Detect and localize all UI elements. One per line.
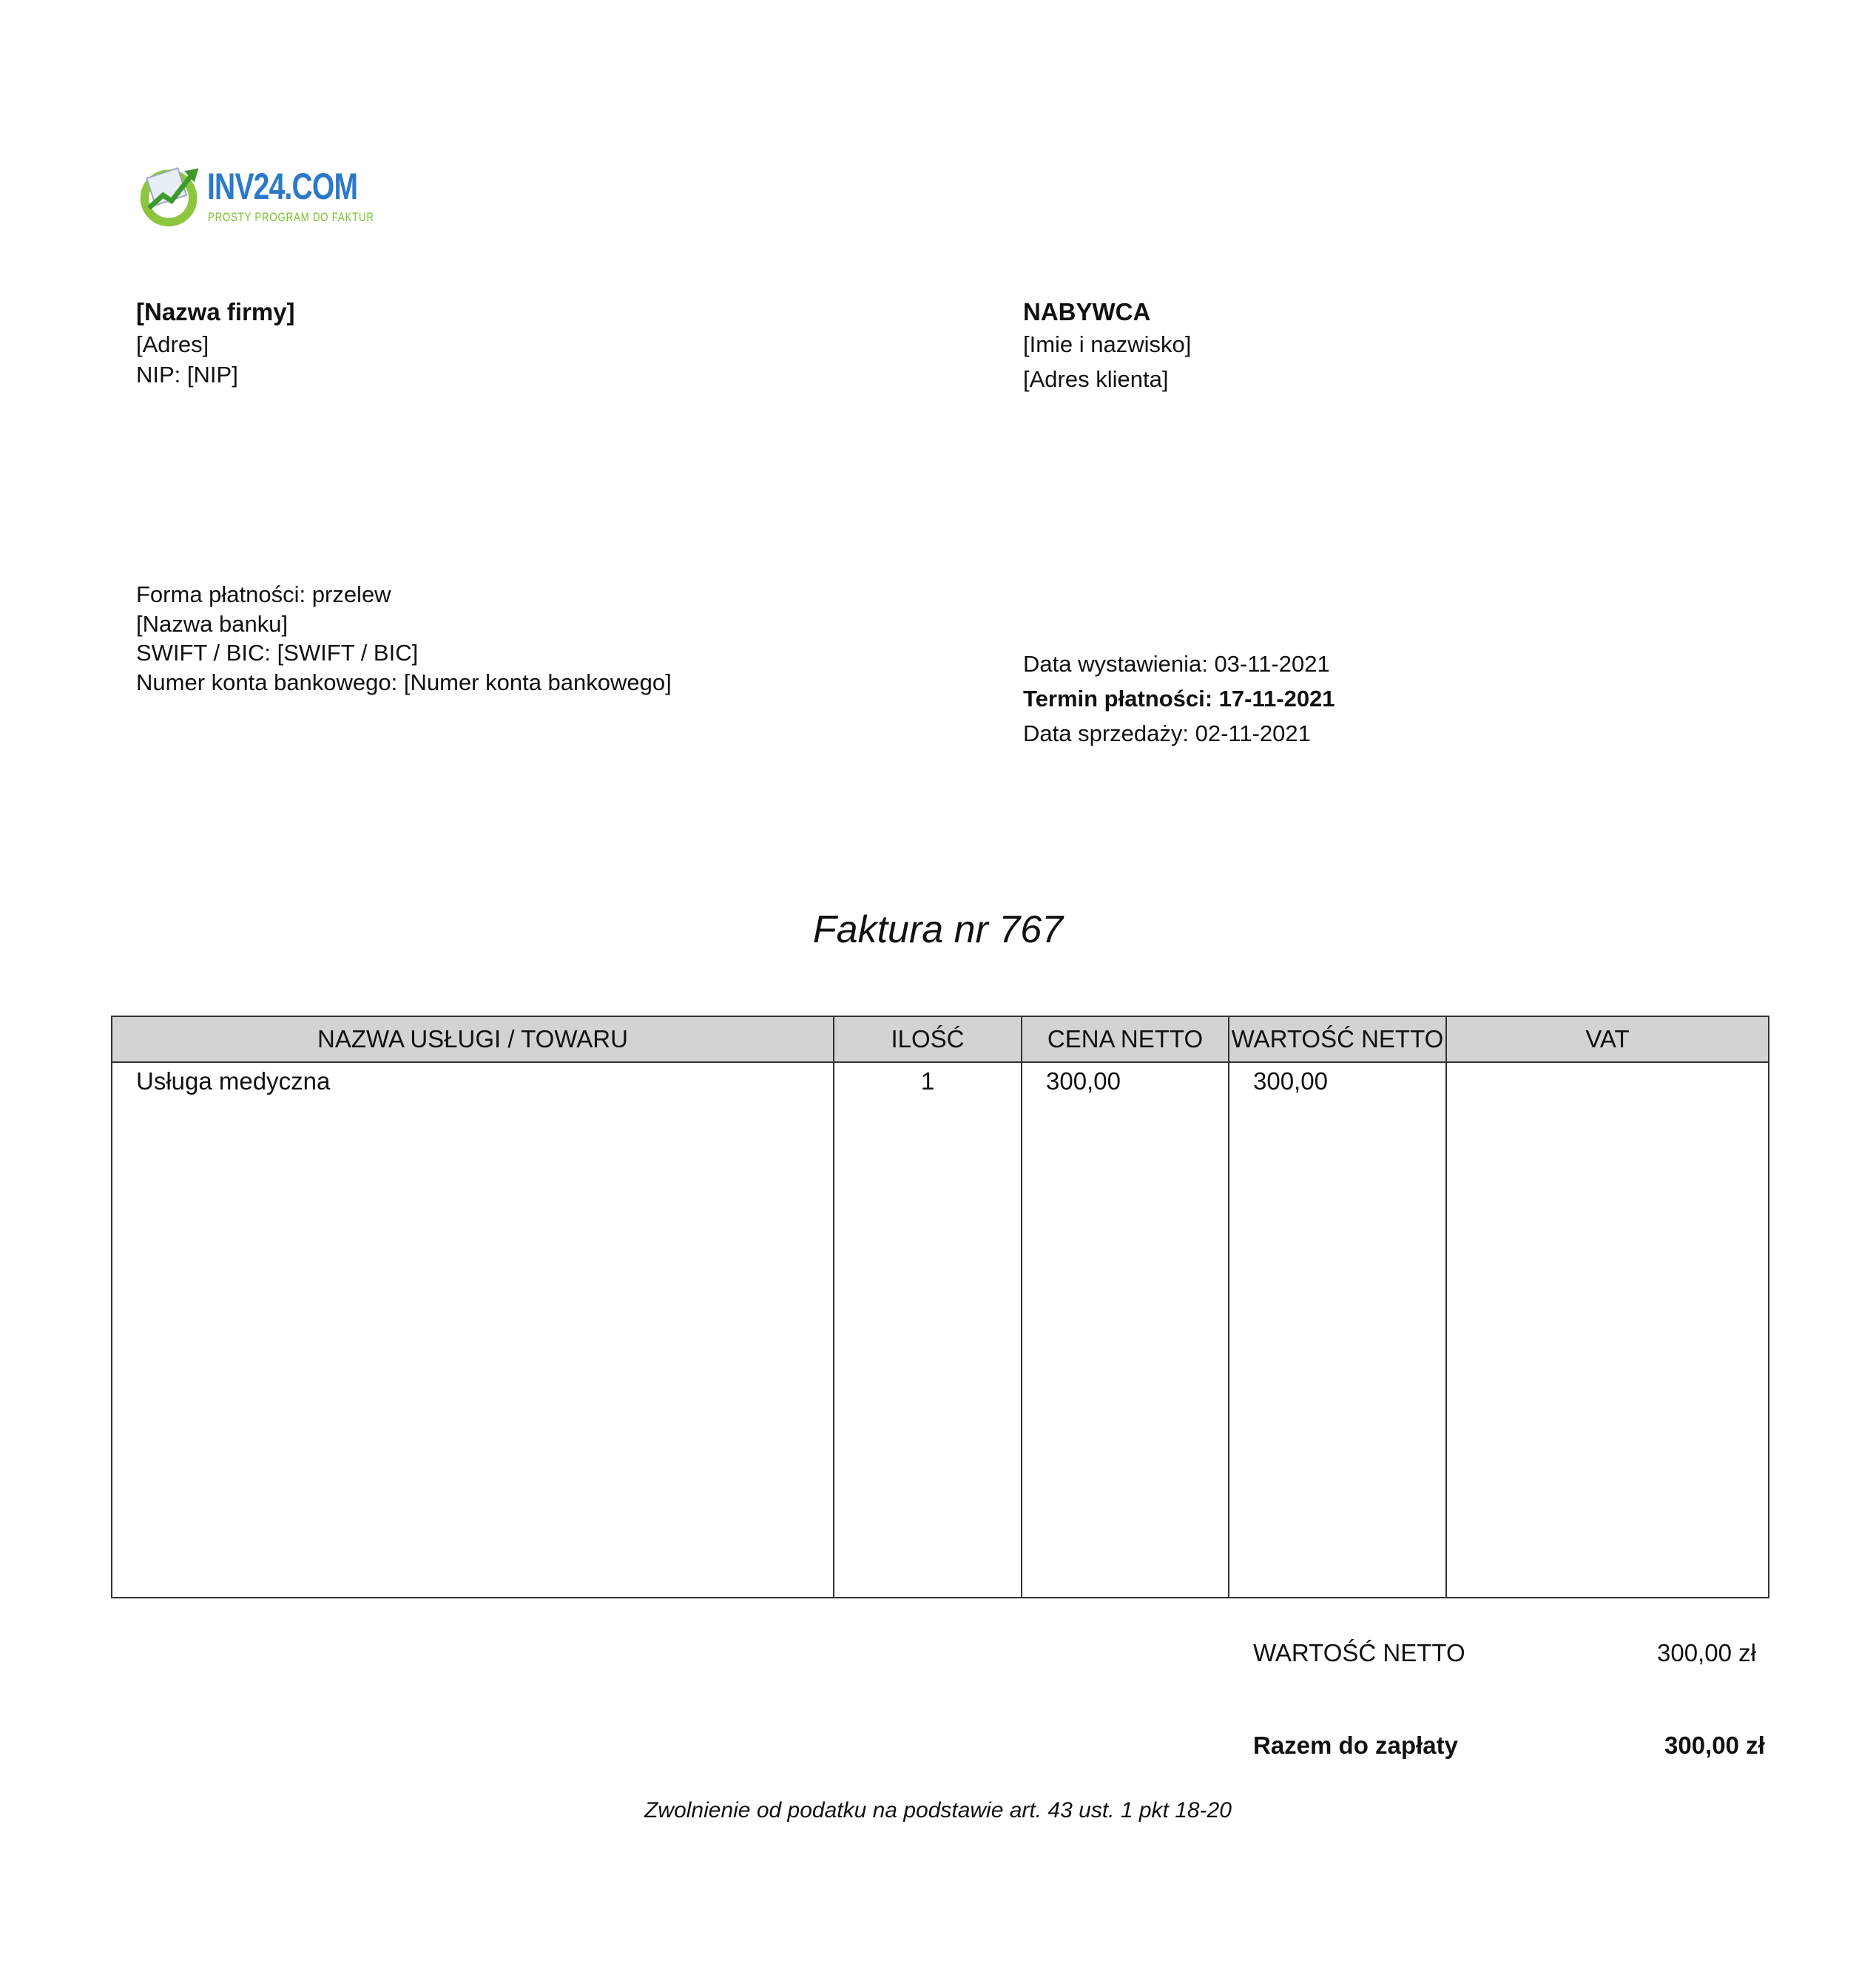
cell-net-value: 300,00 — [1229, 1062, 1446, 1598]
seller-nip: NIP: [NIP] — [136, 362, 238, 388]
payment-method: Forma płatności: przelew — [136, 581, 391, 607]
net-total-label: WARTOŚĆ NETTO — [1253, 1639, 1465, 1666]
bank-account: Numer konta bankowego: [Numer konta bankowego] — [136, 669, 672, 695]
grand-total-value: 300,00 zł — [1664, 1732, 1765, 1759]
header-price: CENA NETTO — [1022, 1016, 1229, 1062]
table-row — [112, 1062, 1769, 1598]
sale-date: Data sprzedaży: 02-11-2021 — [1023, 720, 1311, 746]
cell-qty: 1 — [834, 1062, 1022, 1598]
table-header-row — [112, 1016, 1769, 1062]
net-total-value: 300,00 zł — [1657, 1639, 1756, 1666]
due-date: Termin płatności: 17-11-2021 — [1023, 686, 1335, 712]
invoice-title: Faktura nr 767 — [812, 908, 1064, 951]
issue-date: Data wystawienia: 03-11-2021 — [1023, 651, 1330, 677]
buyer-address: [Adres klienta] — [1023, 366, 1169, 392]
cell-price: 300,00 — [1022, 1062, 1229, 1598]
header-name: NAZWA USŁUGI / TOWARU — [112, 1016, 834, 1062]
buyer-label: NABYWCA — [1023, 298, 1151, 325]
buyer-name: [Imie i nazwisko] — [1023, 331, 1192, 357]
swift-code: SWIFT / BIC: [SWIFT / BIC] — [136, 640, 419, 666]
seller-address: [Adres] — [136, 331, 209, 357]
header-vat: VAT — [1446, 1016, 1769, 1062]
header-net-value: WARTOŚĆ NETTO — [1229, 1016, 1446, 1062]
logo-icon — [135, 157, 206, 231]
bank-name: [Nazwa banku] — [136, 611, 289, 637]
tax-exemption-note: Zwolnienie od podatku na podstawie art. 43 ust. 1 pkt 18-20 — [644, 1798, 1232, 1823]
logo-tagline: PROSTY PROGRAM DO FAKTUR — [208, 210, 374, 224]
items-table — [111, 1016, 1769, 1598]
seller-name: [Nazwa firmy] — [136, 298, 295, 325]
cell-vat — [1446, 1062, 1769, 1598]
header-qty: ILOŚĆ — [834, 1016, 1022, 1062]
cell-name: Usługa medyczna — [112, 1062, 834, 1598]
grand-total-label: Razem do zapłaty — [1253, 1732, 1458, 1759]
logo-wordmark: INV24.COM — [207, 166, 358, 207]
